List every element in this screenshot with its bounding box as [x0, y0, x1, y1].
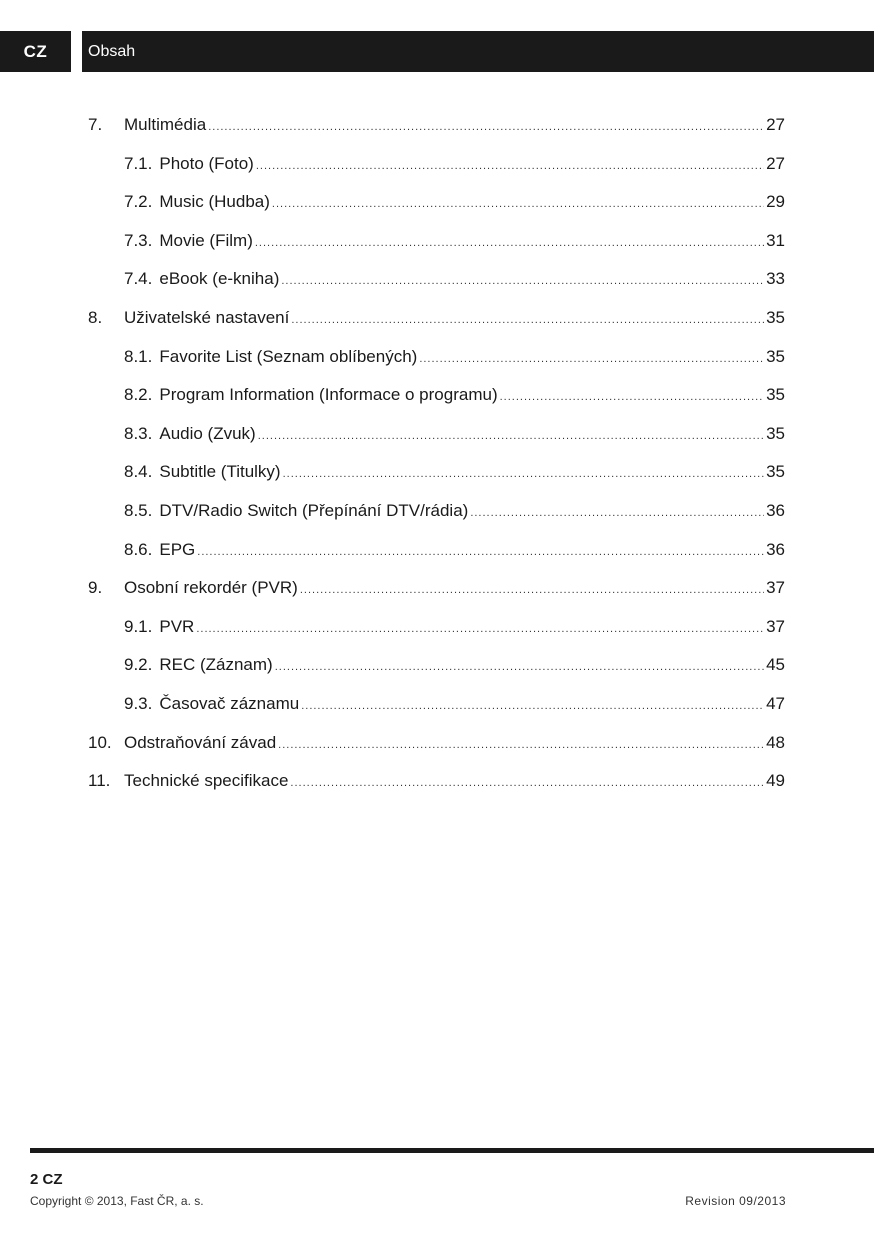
toc-number: 9.2. — [124, 655, 153, 675]
toc-leader — [290, 764, 764, 803]
toc-page: 27 — [766, 153, 785, 173]
copyright-text: Copyright © 2013, Fast ČR, a. s. — [30, 1194, 204, 1208]
toc-leader — [278, 726, 764, 765]
toc-label: Multimédia — [124, 115, 207, 134]
toc-number: 8.1. — [124, 346, 153, 366]
revision-text: Revision 09/2013 — [685, 1194, 786, 1208]
toc-number: 8.5. — [124, 500, 153, 520]
toc-entry[interactable] — [88, 145, 785, 184]
toc-entry[interactable] — [88, 222, 785, 261]
toc-number: 10. — [88, 732, 112, 752]
toc-entry[interactable] — [88, 106, 785, 145]
toc-page: 47 — [766, 693, 785, 713]
toc-label: Program Information (Informace o programu) — [159, 385, 498, 405]
toc-entry[interactable] — [88, 724, 785, 763]
toc-page: 35 — [766, 462, 785, 482]
toc-page: 36 — [766, 539, 785, 559]
toc-label: Časovač záznamu — [159, 693, 300, 713]
toc-entry[interactable] — [88, 608, 785, 647]
toc-page: 37 — [766, 616, 785, 636]
toc-leader — [419, 340, 764, 379]
toc-leader — [301, 687, 764, 726]
toc-leader — [500, 378, 764, 417]
toc-leader — [291, 301, 764, 340]
toc-page: 45 — [766, 655, 785, 675]
toc-label: REC (Záznam) — [159, 655, 273, 675]
toc-page: 36 — [766, 500, 785, 520]
toc-page: 27 — [766, 115, 785, 134]
toc-page: 35 — [766, 423, 785, 443]
toc-entry[interactable] — [88, 453, 785, 492]
toc-entry[interactable] — [88, 685, 785, 724]
toc-label: Odstraňování závad — [124, 732, 277, 752]
toc-leader — [272, 185, 764, 224]
page-number: 2 CZ — [30, 1171, 63, 1188]
toc-label: Uživatelské nastavení — [124, 307, 290, 327]
footer-divider — [30, 1148, 874, 1153]
toc-page: 49 — [766, 771, 785, 791]
toc-label: Audio (Zvuk) — [159, 423, 256, 443]
toc-number: 11. — [88, 771, 111, 791]
toc-number: 8.4. — [124, 462, 153, 482]
toc-entry[interactable] — [88, 183, 785, 222]
toc-leader — [197, 533, 764, 572]
toc-number: 7.1. — [124, 153, 153, 173]
toc-entry[interactable] — [88, 299, 785, 338]
toc-label: PVR — [159, 616, 195, 636]
section-title: Obsah — [88, 43, 136, 60]
toc-page: 48 — [766, 732, 785, 752]
toc-label: Osobní rekordér (PVR) — [124, 578, 298, 598]
toc-leader — [258, 417, 764, 456]
toc-number: 7. — [88, 115, 103, 134]
toc-label: Music (Hudba) — [159, 192, 270, 212]
toc-label: Favorite List (Seznam oblíbených) — [159, 346, 418, 366]
toc-page: 31 — [766, 230, 785, 250]
toc-page: 35 — [766, 385, 785, 405]
toc-label: DTV/Radio Switch (Přepínání DTV/rádia) — [159, 500, 469, 520]
toc-leader — [196, 610, 764, 649]
toc-entry[interactable] — [88, 762, 785, 801]
toc-leader — [300, 571, 764, 610]
toc-entry[interactable] — [88, 492, 785, 531]
toc-label: Photo (Foto) — [159, 153, 254, 173]
toc-page: 35 — [766, 307, 785, 327]
toc-page: 29 — [766, 192, 785, 212]
toc-leader — [470, 494, 764, 533]
toc-number: 7.3. — [124, 230, 153, 250]
toc-number: 8.3. — [124, 423, 153, 443]
toc-entry[interactable] — [88, 646, 785, 685]
toc-entry[interactable] — [88, 338, 785, 377]
toc-entry[interactable] — [88, 260, 785, 299]
toc-leader — [283, 455, 764, 494]
toc-label: EPG — [159, 539, 196, 559]
toc-label: Technické specifikace — [124, 771, 289, 791]
toc-entry[interactable] — [88, 569, 785, 608]
toc-label: Movie (Film) — [159, 230, 253, 250]
toc-leader — [255, 224, 764, 263]
table-of-contents — [88, 106, 785, 801]
toc-page: 35 — [766, 346, 785, 366]
toc-label: Subtitle (Titulky) — [159, 462, 281, 482]
toc-number: 9.1. — [124, 616, 153, 636]
toc-page: 33 — [766, 269, 785, 289]
toc-page: 37 — [766, 578, 785, 598]
toc-entry[interactable] — [88, 415, 785, 454]
toc-entry[interactable] — [88, 376, 785, 415]
toc-leader — [256, 147, 764, 186]
toc-number: 8. — [88, 307, 103, 327]
toc-number: 8.2. — [124, 385, 153, 405]
toc-number: 7.2. — [124, 192, 153, 212]
toc-leader — [281, 262, 764, 301]
section-header — [82, 31, 874, 72]
toc-leader — [275, 648, 764, 687]
toc-number: 8.6. — [124, 539, 153, 559]
toc-label: eBook (e-kniha) — [159, 269, 280, 289]
language-tab: CZ — [0, 31, 71, 72]
toc-entry[interactable] — [88, 531, 785, 570]
toc-number: 7.4. — [124, 269, 153, 289]
toc-number: 9. — [88, 578, 103, 598]
toc-number: 9.3. — [124, 693, 153, 713]
toc-leader — [208, 108, 764, 147]
